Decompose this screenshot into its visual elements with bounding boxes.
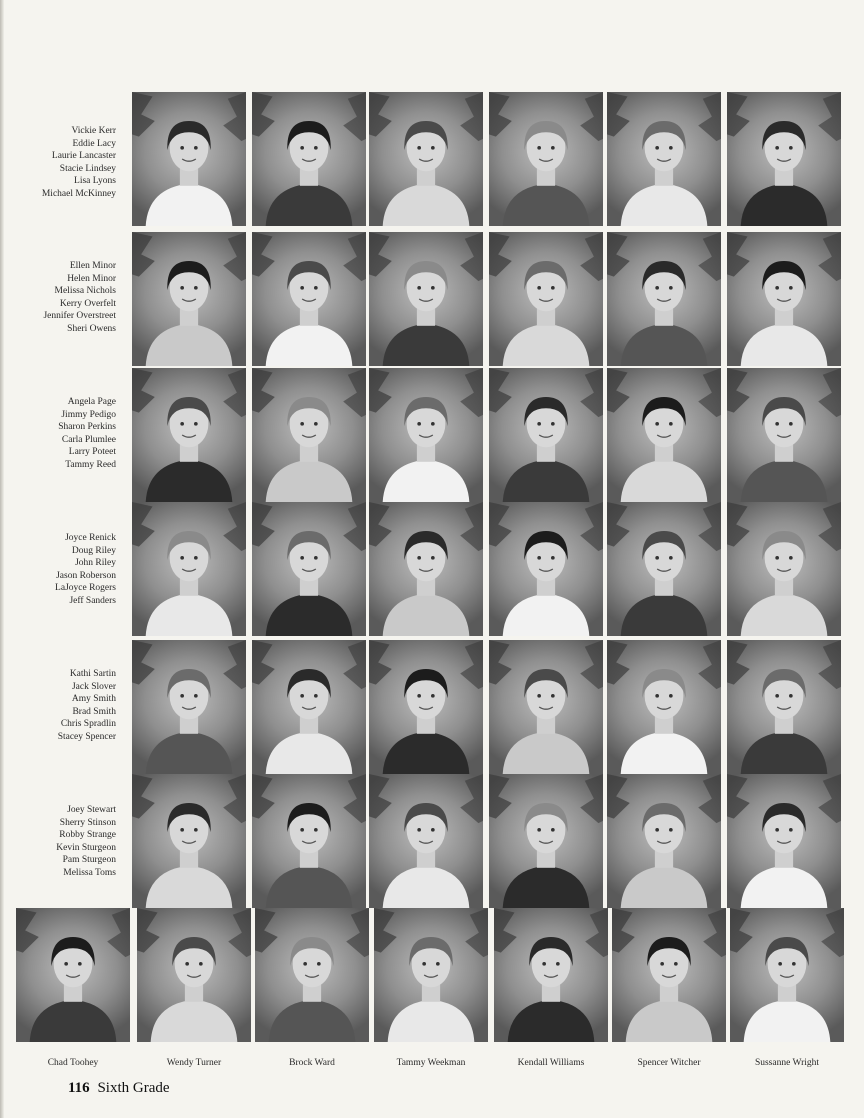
portrait-figure bbox=[727, 92, 841, 226]
student-photo bbox=[727, 774, 841, 908]
page-edge bbox=[0, 0, 4, 1118]
student-photo bbox=[489, 502, 603, 636]
student-photo bbox=[369, 368, 483, 502]
student-name: Brad Smith bbox=[72, 706, 116, 717]
student-photo bbox=[132, 92, 246, 226]
student-photo bbox=[607, 92, 721, 226]
name-list bbox=[42, 125, 116, 201]
portrait-figure bbox=[607, 92, 721, 226]
student-name: Helen Minor bbox=[67, 273, 116, 284]
portrait-figure bbox=[607, 774, 721, 908]
portrait-figure bbox=[137, 908, 251, 1042]
page-footer bbox=[68, 1080, 170, 1097]
student-name: Sherry Stinson bbox=[59, 817, 116, 828]
portrait-figure bbox=[489, 502, 603, 636]
name-list bbox=[56, 804, 116, 880]
student-name: Joyce Renick bbox=[65, 533, 116, 543]
name-list bbox=[43, 260, 116, 336]
student-photo bbox=[489, 92, 603, 226]
student-name: Tammy Reed bbox=[65, 459, 116, 470]
portrait-figure bbox=[369, 92, 483, 226]
photo-caption: Tammy Weekman bbox=[396, 1058, 466, 1068]
student-photo bbox=[369, 774, 483, 908]
student-name: Joey Stewart bbox=[67, 805, 116, 815]
portrait-figure bbox=[132, 232, 246, 366]
portrait-figure bbox=[489, 774, 603, 908]
portrait-figure bbox=[607, 640, 721, 774]
student-photo bbox=[252, 92, 366, 226]
student-name: Kerry Overfelt bbox=[59, 298, 116, 309]
student-name: Amy Smith bbox=[71, 694, 116, 705]
photo-caption: Kendall Williams bbox=[517, 1058, 585, 1068]
student-photo bbox=[255, 908, 369, 1042]
name-list bbox=[58, 668, 116, 744]
photo-caption: Sussanne Wright bbox=[754, 1058, 820, 1068]
student-photo bbox=[252, 232, 366, 366]
student-photo bbox=[132, 774, 246, 908]
student-photo bbox=[132, 368, 246, 502]
portrait-figure bbox=[727, 232, 841, 366]
portrait-figure bbox=[252, 502, 366, 636]
student-name: Jason Roberson bbox=[56, 570, 116, 581]
portrait-figure bbox=[255, 908, 369, 1042]
photo-caption: Brock Ward bbox=[289, 1058, 335, 1068]
portrait-figure bbox=[369, 232, 483, 366]
student-photo bbox=[607, 368, 721, 502]
student-name: Angela Page bbox=[67, 397, 116, 407]
student-name: Jack Slover bbox=[71, 681, 116, 692]
portrait-figure bbox=[132, 774, 246, 908]
portrait-figure bbox=[369, 774, 483, 908]
portrait-figure bbox=[607, 368, 721, 502]
student-name: Melissa Toms bbox=[63, 867, 116, 878]
portrait-figure bbox=[132, 368, 246, 502]
photo-caption: Spencer Witcher bbox=[637, 1058, 701, 1068]
portrait-figure bbox=[369, 640, 483, 774]
portrait-figure bbox=[489, 232, 603, 366]
student-name: Melissa Nichols bbox=[54, 286, 116, 297]
page-number: 116 bbox=[68, 1080, 90, 1096]
student-photo bbox=[489, 774, 603, 908]
portrait-figure bbox=[727, 774, 841, 908]
student-photo bbox=[607, 640, 721, 774]
student-name: Kathi Sartin bbox=[69, 669, 116, 679]
student-photo bbox=[727, 502, 841, 636]
student-name: Jimmy Pedigo bbox=[61, 409, 116, 420]
portrait-figure bbox=[252, 640, 366, 774]
name-list bbox=[55, 532, 116, 608]
student-photo bbox=[489, 368, 603, 502]
student-photo bbox=[369, 232, 483, 366]
portrait-figure bbox=[489, 368, 603, 502]
student-photo bbox=[727, 640, 841, 774]
student-name: Chris Spradlin bbox=[60, 719, 116, 730]
portrait-figure bbox=[369, 368, 483, 502]
student-photo bbox=[727, 368, 841, 502]
student-photo bbox=[730, 908, 844, 1042]
student-photo bbox=[132, 502, 246, 636]
portrait-figure bbox=[727, 640, 841, 774]
student-name: Kevin Sturgeon bbox=[56, 842, 116, 853]
student-photo bbox=[252, 640, 366, 774]
student-photo bbox=[16, 908, 130, 1042]
portrait-figure bbox=[727, 368, 841, 502]
student-name: Jeff Sanders bbox=[69, 595, 116, 606]
student-name: Carla Plumlee bbox=[61, 434, 116, 445]
student-photo bbox=[607, 774, 721, 908]
portrait-figure bbox=[494, 908, 608, 1042]
student-photo bbox=[369, 92, 483, 226]
portrait-figure bbox=[369, 502, 483, 636]
portrait-figure bbox=[374, 908, 488, 1042]
portrait-figure bbox=[132, 502, 246, 636]
portrait-figure bbox=[612, 908, 726, 1042]
student-name: Sheri Owens bbox=[67, 323, 116, 334]
student-photo bbox=[132, 640, 246, 774]
student-photo bbox=[612, 908, 726, 1042]
student-photo bbox=[252, 774, 366, 908]
portrait-figure bbox=[252, 92, 366, 226]
student-photo bbox=[374, 908, 488, 1042]
student-name: Ellen Minor bbox=[69, 261, 116, 271]
student-photo bbox=[489, 232, 603, 366]
portrait-figure bbox=[727, 502, 841, 636]
student-photo bbox=[727, 92, 841, 226]
portrait-figure bbox=[607, 502, 721, 636]
student-photo bbox=[607, 502, 721, 636]
student-photo bbox=[369, 502, 483, 636]
student-photo bbox=[369, 640, 483, 774]
student-name: Robby Strange bbox=[59, 830, 116, 841]
student-name: Lisa Lyons bbox=[74, 176, 116, 187]
student-name: Sharon Perkins bbox=[58, 422, 116, 433]
student-name: Stacey Spencer bbox=[57, 731, 116, 742]
portrait-figure bbox=[252, 774, 366, 908]
student-name: Eddie Lacy bbox=[72, 138, 116, 149]
portrait-figure bbox=[132, 640, 246, 774]
student-name: Doug Riley bbox=[71, 545, 116, 556]
portrait-figure bbox=[132, 92, 246, 226]
portrait-figure bbox=[16, 908, 130, 1042]
student-name: Vickie Kerr bbox=[71, 126, 116, 136]
portrait-figure bbox=[489, 640, 603, 774]
portrait-figure bbox=[607, 232, 721, 366]
student-photo bbox=[132, 232, 246, 366]
portrait-figure bbox=[489, 92, 603, 226]
name-list bbox=[58, 396, 116, 472]
photo-caption: Wendy Turner bbox=[166, 1058, 222, 1068]
student-name: Pam Sturgeon bbox=[62, 855, 116, 866]
student-name: LaJoyce Rogers bbox=[55, 583, 116, 594]
student-name: Larry Poteet bbox=[68, 447, 116, 458]
portrait-figure bbox=[252, 232, 366, 366]
portrait-figure bbox=[252, 368, 366, 502]
portrait-figure bbox=[730, 908, 844, 1042]
student-photo bbox=[252, 368, 366, 502]
section-title: Sixth Grade bbox=[97, 1080, 170, 1096]
student-name: Stacie Lindsey bbox=[59, 163, 116, 174]
student-photo bbox=[252, 502, 366, 636]
student-photo bbox=[137, 908, 251, 1042]
student-name: Michael McKinney bbox=[41, 188, 116, 199]
student-name: John Riley bbox=[75, 558, 116, 569]
student-photo bbox=[489, 640, 603, 774]
student-photo bbox=[607, 232, 721, 366]
student-photo bbox=[727, 232, 841, 366]
student-photo bbox=[494, 908, 608, 1042]
student-name: Laurie Lancaster bbox=[51, 151, 116, 162]
photo-caption: Chad Toohey bbox=[47, 1058, 99, 1068]
student-name: Jennifer Overstreet bbox=[43, 311, 116, 322]
